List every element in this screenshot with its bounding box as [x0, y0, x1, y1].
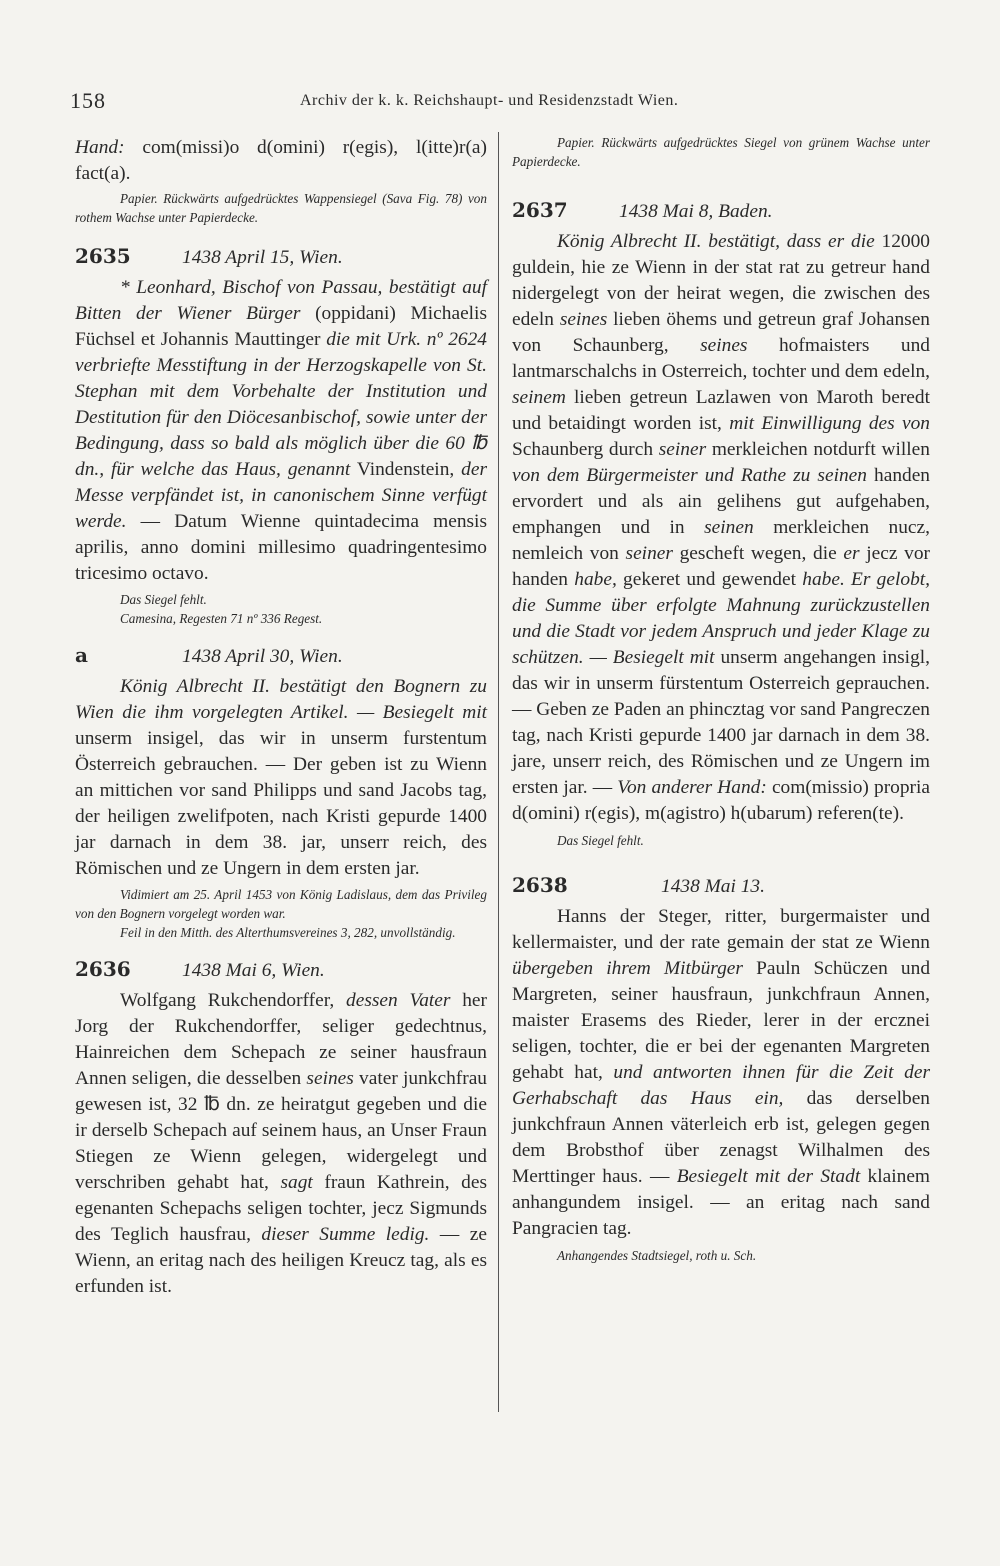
hand-label: Hand: — [75, 137, 125, 158]
quote-text: merkleichen nucz, nemleich von — [512, 517, 930, 564]
entry-2638-header — [512, 872, 930, 900]
entry-2636-text — [75, 988, 487, 1300]
entry-2637-header — [512, 197, 930, 225]
regest-italic: übergeben ihrem Mitbürger — [512, 958, 743, 979]
regest-italic: * Leonhard, Bischof von Passau, bestätigt auf Bitten der Wiener Bürger — [75, 277, 487, 324]
right-column — [512, 133, 930, 1265]
quote-text: lieben getreun Lazlawen von Maroth beredt und betaidingt worden ist, — [512, 387, 930, 434]
seal-note: Das Siegel fehlt. — [120, 592, 207, 607]
hand-text: com(missi)o d(omini) r(egis), l(itte)r(a) fact(a). — [75, 137, 487, 184]
entry-date: 1438 Mai 13. — [661, 876, 765, 897]
regest-italic: seinem — [512, 387, 566, 408]
regest-italic: Besiegelt mit der Stadt — [676, 1166, 861, 1187]
regest-italic: er — [843, 543, 860, 564]
quote-text: das derselben junkchfraun Annen väterleich erb ist, gelegen gegen dem Brobsthof über zenagst Wilhalmen des Merttinger haus. — — [512, 1088, 930, 1187]
regest-italic: seinen — [704, 517, 754, 538]
source-note: Camesina, Regesten 71 nº 336 Regest. — [120, 611, 323, 626]
entry-date: 1438 Mai 6, Wien. — [182, 960, 325, 981]
quote-text: klainem anhangundem insigel. — an eritag nach sand Pangracien tag. — [512, 1166, 931, 1239]
seal-note: Papier. Rückwärts aufgedrücktes Siegel von grünem Wachse unter Papierdecke. — [512, 135, 930, 169]
quote-text: — ze Wienn, an eritag nach des heiligen Kreucz tag, als es erfunden ist. — [75, 1224, 487, 1297]
regest-italic: dessen Vater — [346, 990, 451, 1011]
quote-text: (oppidani) Michaelis Füchsel et Johannis Mauttinger — [75, 303, 487, 350]
quote-text: Hanns der Steger, ritter, burgermaister und kellermaister, und der rate gemain der stat ze Wienn — [512, 906, 930, 953]
regest-italic: die mit Urk. nº 2624 verbriefte Messtiftung in der Herzogskapelle von St. Stephan mit dem Vorbehalte der Institution und Destitution für den Diöcesanbischof, sowie unter der Bedingung, dass so bald als möglich über die 60 ℔ dn., für welche das Haus, genannt — [75, 329, 487, 480]
running-title: Archiv der k. k. Reichshaupt- und Residenzstadt Wien. — [300, 92, 679, 109]
quote-text: 12000 guldein, hie ze Wienn in der stat rat zu getreur hand nidergelegt von der heirat wegen, die zwischen des edeln — [512, 231, 930, 330]
quote-text: gekeret und gewendet — [616, 569, 803, 590]
regest-italic: sagt — [280, 1172, 313, 1193]
quote-text: Pauln Schüczen und Margreten, seiner hausfraun, junkchfraun Annen, maister Erasems des Rieder, lerer in der ercznei seligen, tochter, die er bei der egenanten Margreten gehabt hat, — [512, 958, 931, 1083]
regest-italic: Von anderer Hand: — [617, 777, 767, 798]
quote-text: lieben öhems und getreun graf Johansen von Schaunberg, — [512, 309, 930, 356]
quote-text: vater junkchfrau gewesen ist, 32 ℔ dn. ze heiratgut gegeben und die ir derselb Schepach auf seinem haus, an Unser Fraun Stiegen ze Wienn gelegen, widergelegt und verschriben gehabt hat, — [75, 1068, 487, 1193]
entry-date: 1438 April 30, Wien. — [182, 646, 343, 667]
left-column — [75, 135, 487, 1300]
seal-note: Papier. Rückwärts aufgedrücktes Wappensiegel (Sava Fig. 78) von rothem Wachse unter Papierdecke. — [75, 191, 487, 225]
entry-number: a — [75, 643, 88, 667]
quote-text: com(missio) propria d(omini) r(egis), m(agistro) h(ubarum) referen(te). — [512, 777, 931, 824]
regest-italic: habe. Er gelobt, die Summe über erfolgte Mahnung zurückzustellen und die Stadt vor jedem Anspruch und jeder Klage zu schützen. — Besiegelt mit — [512, 569, 930, 668]
quote-text: jecz vor handen — [512, 543, 931, 590]
quote-text: — Datum Wienne quintadecima mensis aprilis, anno domini millesimo quadringentesimo tricesimo octavo. — [75, 511, 487, 584]
page-header — [70, 88, 930, 118]
entry-2636-header — [75, 956, 487, 984]
entry-number: 2635 — [75, 244, 131, 268]
regest-italic: seines — [306, 1068, 354, 1089]
entry-date: 1438 April 15, Wien. — [182, 247, 343, 268]
column-divider — [498, 132, 499, 1412]
regest-italic: und antworten ihnen für die Zeit der Gerhabschaft das Haus ein, — [512, 1062, 930, 1109]
quote-text: hofmaisters und lantmarschalchs in Osterreich, tochter und dem edeln, — [512, 335, 930, 382]
regest-italic: seines — [700, 335, 748, 356]
entry-2635-text — [75, 275, 487, 587]
quote-text: gescheft wegen, die — [672, 543, 844, 564]
entry-a-header — [75, 642, 487, 670]
entry-number: 2638 — [512, 873, 568, 897]
regest-italic: seiner — [658, 439, 707, 460]
entry-a-text — [75, 674, 487, 882]
quote-text: unserm insigel, das wir in unserm furstentum Österreich gebrauchen. — Der geben ist zu Wienn an mittichen vor sand Philipps und sand Jacobs tag, der heiligen zwelifpoten, nach Kristi gepurde 1400 jar darnach in dem 38. jar, unserr reich, des Römischen und ze Ungern in dem ersten jar. — [75, 728, 487, 879]
entry-number: 2637 — [512, 198, 568, 222]
regest-italic: seiner — [625, 543, 673, 564]
regest-italic: habe, — [574, 569, 617, 590]
regest-italic: mit Einwilligung des von — [729, 413, 931, 434]
quote-text: merkleichen notdurft willen — [706, 439, 930, 460]
quote-text: fraun Kathrein, des egenanten Schepachs seligen tochter, jecz Sigmunds des Teglich hausfrau, — [75, 1172, 487, 1245]
entry-number: 2636 — [75, 957, 131, 981]
quote-text: her Jorg der Rukchendorffer, seliger gedechtnus, Hainreichen dem Schepach ze seiner hausfraun Annen seligen, die desselben — [75, 990, 487, 1089]
vidimus-note: Vidimiert am 25. April 1453 von König Ladislaus, dem das Privileg von den Bognern vorgelegt worden war. — [75, 887, 487, 921]
continuation-paragraph — [75, 135, 487, 187]
entry-date: 1438 Mai 8, Baden. — [619, 201, 773, 222]
regest-italic: König Albrecht II. bestätigt, dass er die — [557, 231, 875, 252]
regest-italic: seines — [559, 309, 608, 330]
quote-text: Schaunberg durch — [512, 439, 659, 460]
entry-2638-text — [512, 904, 930, 1242]
entry-2635-header — [75, 243, 487, 271]
regest-italic: König Albrecht II. bestätigt den Bognern zu Wien die ihm vorgelegten Artikel. — Besiegelt mit — [75, 676, 487, 723]
regest-italic: dieser Summe ledig. — [261, 1224, 430, 1245]
quote-text: handen ervordert und als ain gelihens gut aufgehaben, emphangen und in — [512, 465, 931, 538]
source-note: Feil in den Mitth. des Alterthumsvereines 3, 282, unvollständig. — [120, 925, 456, 940]
regest-italic: der Messe verpfändet ist, in canonischem Sinne verfügt werde. — [75, 459, 488, 532]
seal-note: Das Siegel fehlt. — [557, 833, 644, 848]
page-number: 158 — [70, 88, 106, 113]
quote-text: unserm angehangen insigl, das wir in unserm fürstentum Osterreich geprauchen. — Geben ze Paden an phinczt​ag vor sand Pangreczen tag, nach Kristi gepurde 1400 jar darnach in dem 38. jare, unserr reich, des Römischen und ze Ungern im ersten jar. — — [512, 647, 930, 798]
entry-2637-text — [512, 229, 930, 827]
seal-note: Anhangendes Stadtsiegel, roth u. Sch. — [557, 1248, 757, 1263]
regest-italic: von dem Bürgermeister und Rathe zu seinen — [512, 465, 867, 486]
quote-text: Vindenstein, — [350, 459, 462, 480]
quote-text: Wolfgang Rukchendorffer, — [120, 990, 347, 1011]
